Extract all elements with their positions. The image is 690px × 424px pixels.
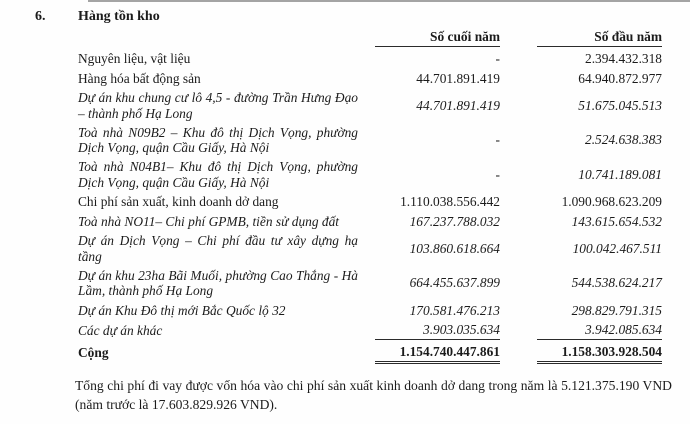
row-label: Dự án Khu Đô thị mới Bắc Quốc lộ 32: [78, 302, 286, 318]
table-row: [78, 266, 690, 300]
scan-artifact-line: [88, 0, 690, 2]
row-label: Dự án khu 23ha Bãi Muối, phường Cao Thắng - Hà Lầm, thành phố Hạ Long: [78, 267, 358, 299]
table-row: [78, 232, 690, 266]
row-label: Toà nhà N09B2 – Khu đô thị Dịch Vọng, phường Dịch Vọng, quận Cầu Giấy, Hà Nội: [78, 124, 358, 156]
row-start-of-year-value: 1.090.968.623.209: [561, 193, 662, 209]
row-end-of-year-value: -: [495, 132, 500, 148]
borrowing-cost-note: Tổng chi phí đi vay được vốn hóa vào chi phí sản xuất kinh doanh dở dang trong năm là 5.121.375.190 VND (năm trước là 17.603.829.926 VND).: [75, 377, 672, 413]
table-row: [78, 89, 690, 123]
table-row: [78, 123, 690, 157]
table-total-row: [78, 342, 690, 364]
row-start-of-year-value: 51.675.045.513: [578, 97, 662, 113]
row-label: Các dự án khác: [78, 322, 163, 338]
table-header-row: [78, 29, 690, 47]
section-number: 6.: [35, 9, 46, 24]
row-start-of-year-value: 298.829.791.315: [571, 302, 662, 318]
inventory-table: [78, 29, 690, 364]
row-end-of-year-value: 3.903.035.634: [375, 322, 500, 340]
row-end-of-year-value: 167.237.788.032: [409, 213, 500, 229]
table-body: [78, 49, 690, 341]
table-row: [78, 321, 690, 341]
total-start-of-year-value: 1.158.303.928.504: [537, 342, 662, 364]
table-row: [78, 49, 690, 69]
row-label: Toà nhà NO11– Chi phí GPMB, tiền sử dụng đất: [78, 213, 339, 229]
row-start-of-year-value: 10.741.189.081: [578, 166, 662, 182]
row-end-of-year-value: 170.581.476.213: [409, 302, 500, 318]
row-label: Toà nhà N04B1– Khu đô thị Dịch Vọng, phường Dịch Vọng, quận Cầu Giấy, Hà Nội: [78, 158, 358, 190]
table-row: [78, 301, 690, 321]
row-label: Dự án khu chung cư lô 4,5 - đường Trần Hưng Đạo – thành phố Hạ Long: [78, 90, 358, 121]
table-row: [78, 69, 690, 89]
table-row: [78, 157, 690, 191]
section-heading: [0, 0, 690, 26]
row-start-of-year-value: 2.394.432.318: [585, 50, 662, 66]
total-label: Cộng: [78, 344, 109, 360]
table-row: [78, 192, 690, 212]
row-end-of-year-value: 664.455.637.899: [409, 275, 500, 291]
row-start-of-year-value: 3.942.085.634: [537, 322, 662, 340]
row-end-of-year-value: 44.701.891.419: [416, 97, 500, 113]
row-end-of-year-value: 1.110.038.556.442: [400, 193, 500, 209]
row-start-of-year-value: 544.538.624.217: [571, 275, 662, 291]
row-label: Nguyên liệu, vật liệu: [78, 50, 191, 66]
row-label: Chi phí sản xuất, kinh doanh dở dang: [78, 193, 279, 209]
column-header-start-of-year: Số đầu năm: [537, 29, 662, 47]
table-row: [78, 212, 690, 232]
row-start-of-year-value: 100.042.467.511: [572, 241, 662, 256]
row-end-of-year-value: 44.701.891.419: [416, 70, 500, 86]
row-label: Dự án Dịch Vọng – Chi phí đầu tư xây dựng hạ tầng: [78, 233, 358, 264]
header-label-spacer: [78, 44, 358, 47]
total-end-of-year-value: 1.154.740.447.861: [375, 342, 500, 364]
row-start-of-year-value: 64.940.872.977: [578, 70, 662, 86]
column-header-end-of-year: Số cuối năm: [375, 29, 500, 47]
row-end-of-year-value: -: [495, 50, 500, 66]
row-start-of-year-value: 143.615.654.532: [571, 213, 662, 229]
row-label: Hàng hóa bất động sản: [78, 70, 201, 86]
row-end-of-year-value: -: [495, 166, 500, 182]
row-end-of-year-value: 103.860.618.664: [409, 241, 500, 256]
section-title: Hàng tồn kho: [78, 9, 160, 24]
row-start-of-year-value: 2.524.638.383: [585, 132, 662, 148]
